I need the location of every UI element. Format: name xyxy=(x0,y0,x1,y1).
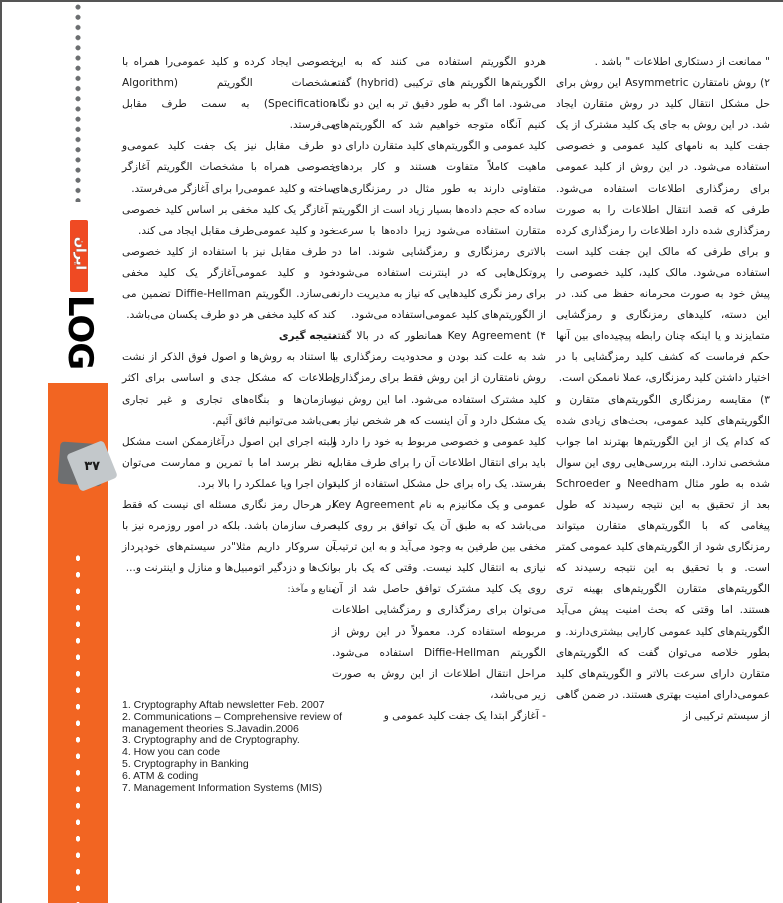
paragraph: هردو الگوریتم استفاده می کنند که به این الگوریتم‌ها الگوریتم های ترکیبی (hybrid) گفته می‌شود. اما اگر به طور دقیق تر به این دو نگاه کنیم آنگاه متوجه خواهیم شد که الگوریتم‌های کلید عمومی و الگوریتم‌های کلید متقارن دارای دو ماهیت کاملاً متفاوت هستند و کار بردهای متفاوتی دارند به طور مثال در رمزنگاری‌های ساده که حجم داده‌ها بسیار زیاد است از الگوریتم متقارن استفاده می‌شود زیرا داده‌ها با سرعت بالاتری رمزنگاری و رمزگشایی شوند. اما در پروتکل‌هایی که در اینترنت استفاده می‌شود، برای رمز نگری کلیدهایی که نیاز به مدیریت دارند از الگوریتم‌های کلید عمومی‌استفاده می‌شود. xyxy=(332,56,546,322)
dotted-line-bottom xyxy=(74,550,82,903)
references-list xyxy=(122,700,342,794)
dotted-line-top xyxy=(74,2,82,202)
paragraph: خصوصی ایجاد کرده و کلید عمومی‌را همراه با مشخصات الگوریتم (Algorithm Specification) به سمت طرف مقابل می‌فرستد. xyxy=(122,56,336,132)
page-border-top xyxy=(0,0,783,2)
section-heading-conclusion: نتیجه گیری xyxy=(278,330,336,343)
paragraph: " ممانعت از دستکاری اطلاعات " باشد . xyxy=(594,56,770,68)
paragraph: در هرحال رمز نگاری مسئله ای نیست که فقط صرف سازمان باشد. بلکه در امور روزمره نیز با آن سروکار داریم مثلا"در سیستم‌های خودپرداز بانک‌ها و دزدگیر اتومبیل‌ها و منازل و اینترنت و... xyxy=(122,498,336,575)
logo-latin-text: LOG xyxy=(60,294,100,370)
reference-item: 7. Management Information Systems (MIS) xyxy=(122,781,323,794)
reference-item: 2. Communications – Comprehensive review of management theories S.Javadin.2006 xyxy=(122,710,343,735)
reference-item: 4. How you can code xyxy=(122,746,221,759)
paragraph: - طرف مقابل نیز یک جفت کلید عمومی‌و خصوصی همراه با مشخصات الگوریتم آغازگر ساخته و کلید عمومی‌را برای آغازگر می‌فرستد. xyxy=(122,140,336,195)
paragraph: با استناد به روش‌ها و اصول فوق الذکر از نشت اطلاعات که مشکل جدی و اساسی برای اکثر سازمان‌ها و بنگاه‌های تجاری و غیر تجاری می‌باشد می‌توانیم فائق آئیم. xyxy=(122,351,336,427)
paragraph: ۳) مقایسه رمزنگاری الگوریتم‌های متقارن و الگوریتم‌های کلید عمومی، بحث‌های زیادی شده که کدام یک از این الگوریتم‌ها بهترند اما جواب مشخصی ندارد. البته بررسی‌هایی روی این سوال شده به طور مثال Needham و Schroeder بعد از تحقیق به این نتیجه رسیدند که طول پیغامی که با الگوریتم‌های متقارن میتواند رمزنگاری شود از الگوریتم‌های کلید عمومی کمتر است. و با تحقیق به این نتیجه رسیدند که الگوریتم‌های متقارن الگوریتم‌های بهینه تری هستند. اما وقتی که بحث امنیت پیش می‌آید الگوریتم‌های کلید عمومی کارایی بیشتری‌دارند. و بطور خلاصه می‌توان گفت که الگوریتم‌های متقارن دارای سرعت بالاتر و الگوریتم‌های کلید عمومی‌دارای امنیت بهتری هستند. در ضمن گاهی از سیستم ترکیبی از xyxy=(556,393,770,722)
reference-item: 3. Cryptography and de Cryptography. xyxy=(122,734,300,747)
page-border-left xyxy=(0,0,2,903)
reference-item: 5. Cryptography in Banking xyxy=(122,757,249,770)
paragraph: البته اجرای این اصول درآغازممکن است مشکل به نظر برسد اما با تمرین و ممارست می‌توان توان اجرا ویا عملکرد را بالا برد. xyxy=(122,435,336,490)
paragraph: - آغازگر یک کلید مخفی بر اساس کلید خصوصی خود و کلید عمومی‌طرف مقابل ایجاد می کند. xyxy=(122,203,336,237)
paragraph: - طرف مقابل نیز با استفاده از کلید خصوصی خود و کلید عمومی‌آغازگر یک کلید مخفی می‌سازد. الگوریتم Diffie-Hellman تضمین می کند که کلید مخفی هر دو طرف یکسان می‌باشد. xyxy=(122,245,336,322)
text-column-right xyxy=(556,52,770,727)
logo-farsi-text: ایران xyxy=(72,237,88,270)
sources-title: منابع و مآخذ: xyxy=(287,585,336,596)
text-column-left xyxy=(122,52,336,597)
paragraph: ۴) Key Agreement همانطور که در بالا گفته شد به علت کند بودن و محدودیت رمزگذاری با روش نامتقارن از این روش فقط برای رمزگذاری کلید مشترک استفاده می‌شود. اما این روش نیز یک مشکل دارد و آن اینست که هر شخص نیاز به کلید عمومی و خصوصی مربوط به خود را دارد و باید برای انتقال اطلاعات آن را برای طرف مقابل بفرستد. یک راه برای حل مشکل استفاده از کلید عمومی و یک مکانیزم به نام Key Agreement می‌باشد که به طبق آن یک توافق بر روی کلید مخفی بین طرفین به وجود می‌آید و به این ترتیب نیازی به انتقال کلید نیست. وقتی که یک بار بر روی یک کلید مشترک توافق حاصل شد از آن می‌توان برای رمزگذاری و رمزگشایی اطلاعات مربوطه استفاده کرد. معمولاً در این روش از الگوریتم Diffie-Hellman استفاده می‌شود. مراحل انتقال اطلاعات از این روش به صورت زیر می‌باشد، xyxy=(332,330,546,701)
paragraph: ۲) روش نامتقارن Asymmetric این روش برای حل مشکل انتقال کلید در روش متقارن ایجاد شد. در این روش به جای یک کلید مشترک از یک جفت کلید به نامهای کلید عمومی و خصوصی استفاده می‌شود. در این روش از کلید عمومی برای رمزگذاری اطلاعات استفاده می‌شود. طرفی که قصد انتقال اطلاعات را به صورت رمزگذاری شده دارد اطلاعات را رمزگذاری کرده و برای طرفی که مالک این جفت کلید است استفاده می‌شود. مالک کلید، کلید خصوصی را پیش خود به صورت محرمانه حفظ می کند. در این دسته، کلیدهای رمزنگاری و رمزگشایی متمایزند و یا اینکه چنان رابطه پیچیده‌ای بین آنها حکم فرماست که کشف کلید رمزگشایی با در اختیار داشتن کلید رمزنگاری، عملا ناممکن است. xyxy=(556,77,770,385)
page-number: ۳۷ xyxy=(84,458,100,474)
paragraph: - آغازگر ابتدا یک جفت کلید عمومی و xyxy=(383,709,546,722)
reference-item: 6. ATM & coding xyxy=(122,769,199,782)
reference-item: 1. Cryptography Aftab newsletter Feb. 2007 xyxy=(122,699,325,711)
text-column-middle xyxy=(332,52,546,727)
